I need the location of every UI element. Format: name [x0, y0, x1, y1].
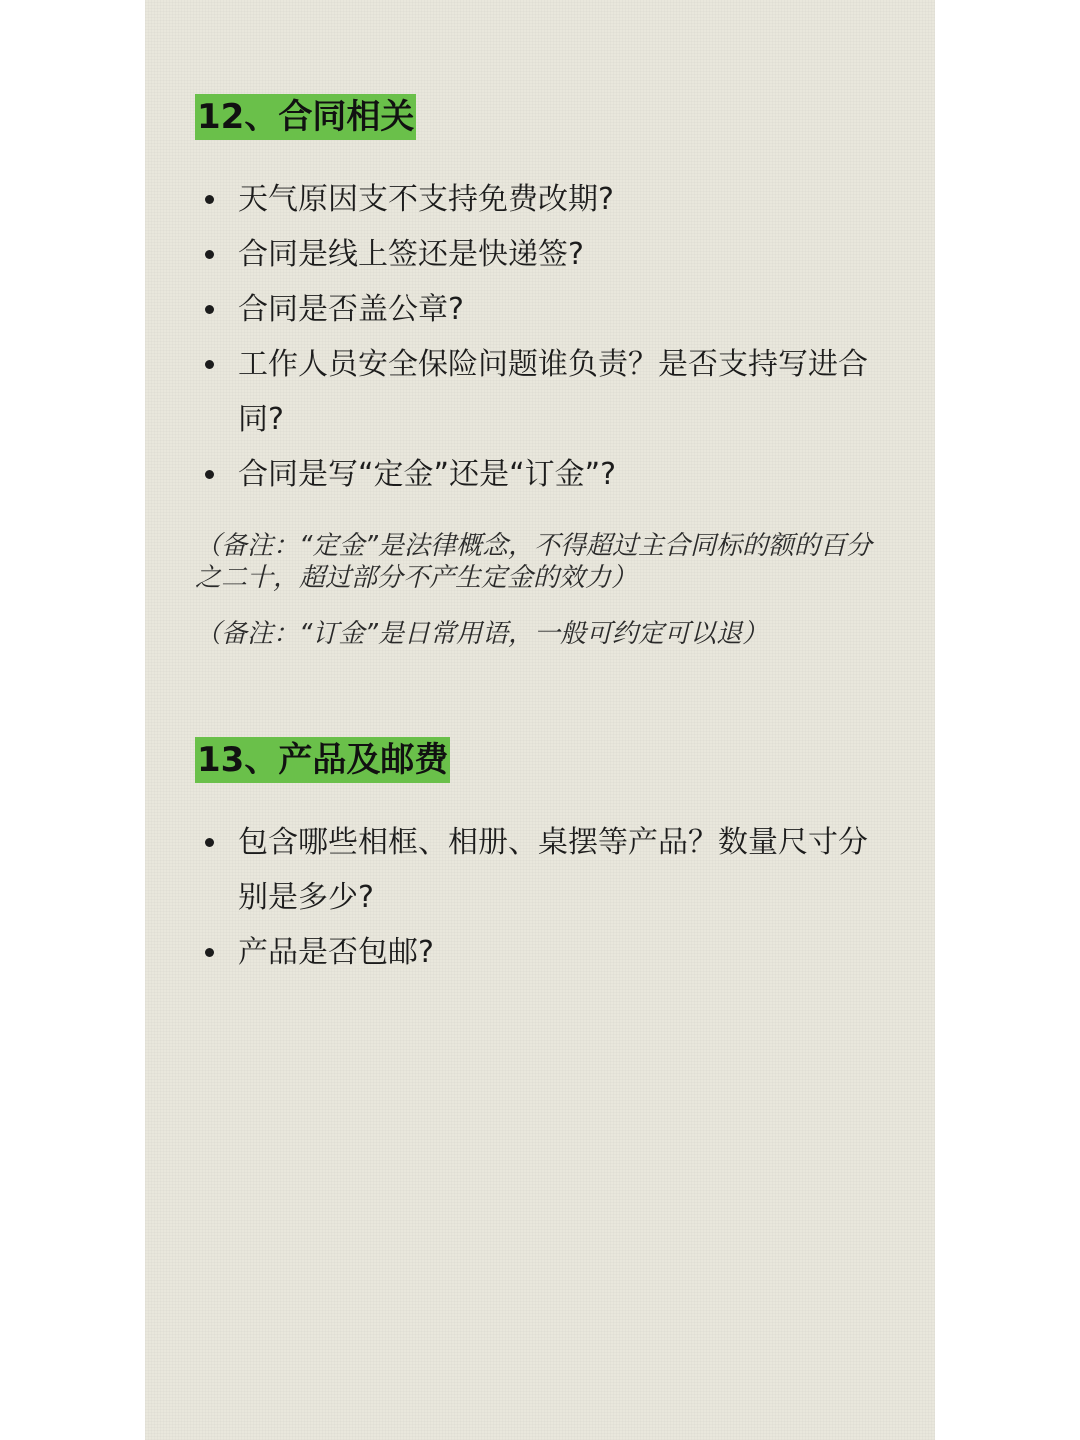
bullet-icon — [205, 195, 214, 204]
bullet-icon — [205, 305, 214, 314]
earnest-money-note: （备注：“订金”是日常用语，一般可约定可以退） — [195, 619, 768, 649]
bullet-icon — [205, 360, 214, 369]
list-item — [203, 337, 883, 447]
list-item-text: 工作人员安全保险问题谁负责？是否支持写进合同? — [238, 347, 868, 437]
contract-question-list — [203, 172, 883, 502]
list-item — [203, 227, 883, 282]
bullet-icon — [205, 838, 214, 847]
list-item-text: 合同是写“定金”还是“订金”? — [238, 457, 617, 492]
section-heading-products-shipping: 13、产品及邮费 — [195, 737, 450, 783]
list-item-text: 合同是线上签还是快递签? — [238, 237, 584, 272]
list-item-text: 天气原因支不支持免费改期? — [238, 182, 614, 217]
list-item — [203, 172, 883, 227]
list-item-text: 产品是否包邮? — [238, 935, 434, 970]
list-item — [203, 447, 883, 502]
list-item — [203, 925, 883, 980]
bullet-icon — [205, 948, 214, 957]
list-item — [203, 282, 883, 337]
list-item-text: 包含哪些相框、相册、桌摆等产品？数量尺寸分别是多少? — [238, 825, 868, 915]
document-page — [145, 0, 935, 1440]
deposit-note: （备注：“定金”是法律概念，不得超过主合同标的额的百分之二十，超过部分不产生定金的效力） — [195, 531, 872, 593]
product-question-list — [203, 815, 883, 980]
list-item — [203, 815, 883, 925]
list-item-text: 合同是否盖公章? — [238, 292, 464, 327]
section-heading-contract: 12、合同相关 — [195, 94, 416, 140]
bullet-icon — [205, 470, 214, 479]
bullet-icon — [205, 250, 214, 259]
